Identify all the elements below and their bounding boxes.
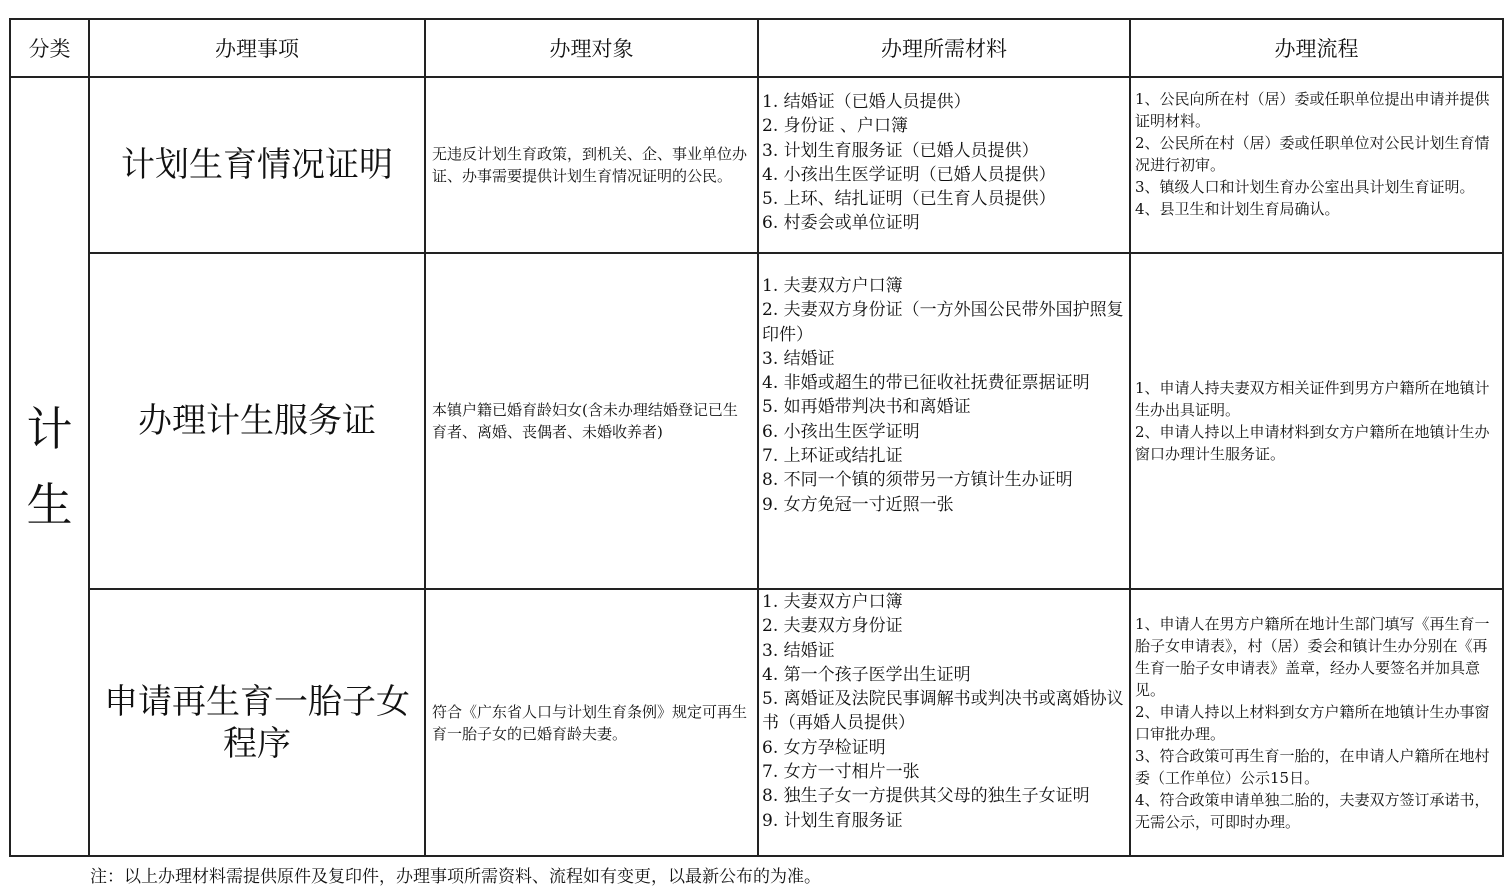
material-line: 2. 夫妻双方身份证 <box>762 616 903 637</box>
material-line: 8. 不同一个镇的须带另一方镇计生办证明 <box>762 470 1073 491</box>
header-row <box>10 19 1503 77</box>
process-step: 4、县卫生和计划生育局确认。 <box>1135 200 1340 218</box>
table-row <box>10 77 1503 253</box>
materials-cell <box>758 253 1130 589</box>
material-line: 6. 女方孕检证明 <box>762 737 886 758</box>
process-step: 2、公民所在村（居）委或任职单位对公民计划生育情况进行初审。 <box>1135 134 1490 174</box>
material-line: 6. 小孩出生医学证明 <box>762 421 920 442</box>
material-line: 9. 计划生育服务证 <box>762 810 903 831</box>
process-step: 3、镇级人口和计划生育办公室出具计划生育证明。 <box>1135 178 1475 196</box>
materials-cell <box>758 77 1130 253</box>
material-line: 5. 如再婚带判决书和离婚证 <box>762 397 971 418</box>
process-step: 1、申请人在男方户籍所在地计生部门填写《再生育一胎子女申请表》，村（居）委会和镇计生办分别在《再生育一胎子女申请表》盖章，经办人要签名并加具意见。 <box>1135 614 1490 699</box>
material-line: 5. 离婚证及法院民事调解书或判决书或离婚协议书（再婚人员提供） <box>762 689 1124 734</box>
object-text: 符合《广东省人口与计划生育条例》规定可再生育一胎子女的已婚育龄夫妻。 <box>425 589 758 856</box>
object-text: 无违反计划生育政策，到机关、企、事业单位办证、办事需要提供计划生育情况证明的公民。 <box>425 77 758 253</box>
process-cell <box>1130 77 1503 253</box>
header-process: 办理流程 <box>1130 19 1503 77</box>
header-materials: 办理所需材料 <box>758 19 1130 77</box>
object-text: 本镇户籍已婚育龄妇女(含未办理结婚登记已生育者、离婚、丧偶者、未婚收养者) <box>425 253 758 589</box>
material-line: 3. 结婚证 <box>762 348 835 369</box>
header-item: 办理事项 <box>89 19 425 77</box>
material-line: 2. 身份证 、户口簿 <box>762 116 909 137</box>
process-step: 2、申请人持以上材料到女方户籍所在地镇计生办事窗口审批办理。 <box>1135 702 1490 743</box>
table-row <box>10 589 1503 856</box>
item-name: 计划生育情况证明 <box>89 77 425 253</box>
process-step: 1、申请人持夫妻双方相关证件到男方户籍所在地镇计生办出具证明。 <box>1135 379 1490 419</box>
process-cell <box>1130 253 1503 589</box>
material-line: 9. 女方免冠一寸近照一张 <box>762 494 954 515</box>
table-row <box>10 253 1503 589</box>
material-line: 1. 夫妻双方户口簿 <box>762 276 903 296</box>
material-line: 5. 上环、结扎证明（已生育人员提供） <box>762 189 1056 210</box>
material-line: 8. 独生子女一方提供其父母的独生子女证明 <box>762 786 1090 807</box>
materials-cell <box>758 589 1130 856</box>
material-line: 1. 夫妻双方户口簿 <box>762 592 903 612</box>
category-char: 生 <box>26 477 73 532</box>
service-table <box>9 18 1504 857</box>
category-char: 计 <box>26 401 73 456</box>
header-category: 分类 <box>10 19 89 77</box>
header-object: 办理对象 <box>425 19 758 77</box>
material-line: 3. 计划生育服务证（已婚人员提供） <box>762 140 1039 161</box>
service-table-container <box>9 18 1504 857</box>
material-line: 4. 非婚或超生的带已征收社抚费征票据证明 <box>762 373 1090 394</box>
material-line: 7. 上环证或结扎证 <box>762 446 903 467</box>
material-line: 4. 第一个孩子医学出生证明 <box>762 664 971 685</box>
item-name: 申请再生育一胎子女程序 <box>89 589 425 856</box>
process-step: 3、符合政策可再生育一胎的，在申请人户籍所在地村委（工作单位）公示15日。 <box>1135 746 1490 787</box>
process-step: 2、申请人持以上申请材料到女方户籍所在地镇计生办窗口办理计生服务证。 <box>1135 423 1490 463</box>
material-line: 1. 结婚证（已婚人员提供） <box>762 92 971 112</box>
footnote: 注：以上办理材料需提供原件及复印件，办理事项所需资料、流程如有变更，以最新公布的为准。 <box>90 867 821 887</box>
process-cell <box>1130 589 1503 856</box>
item-name: 办理计生服务证 <box>89 253 425 589</box>
material-line: 7. 女方一寸相片一张 <box>762 762 920 783</box>
material-line: 3. 结婚证 <box>762 640 835 661</box>
material-line: 2. 夫妻双方身份证（一方外国公民带外国护照复印件） <box>762 300 1124 345</box>
process-step: 4、符合政策申请单独二胎的，夫妻双方签订承诺书，无需公示，可即时办理。 <box>1135 790 1490 831</box>
category-cell <box>10 77 89 856</box>
process-step: 1、公民向所在村（居）委或任职单位提出申请并提供证明材料。 <box>1135 90 1490 130</box>
material-line: 6. 村委会或单位证明 <box>762 213 920 234</box>
material-line: 4. 小孩出生医学证明（已婚人员提供） <box>762 164 1056 185</box>
